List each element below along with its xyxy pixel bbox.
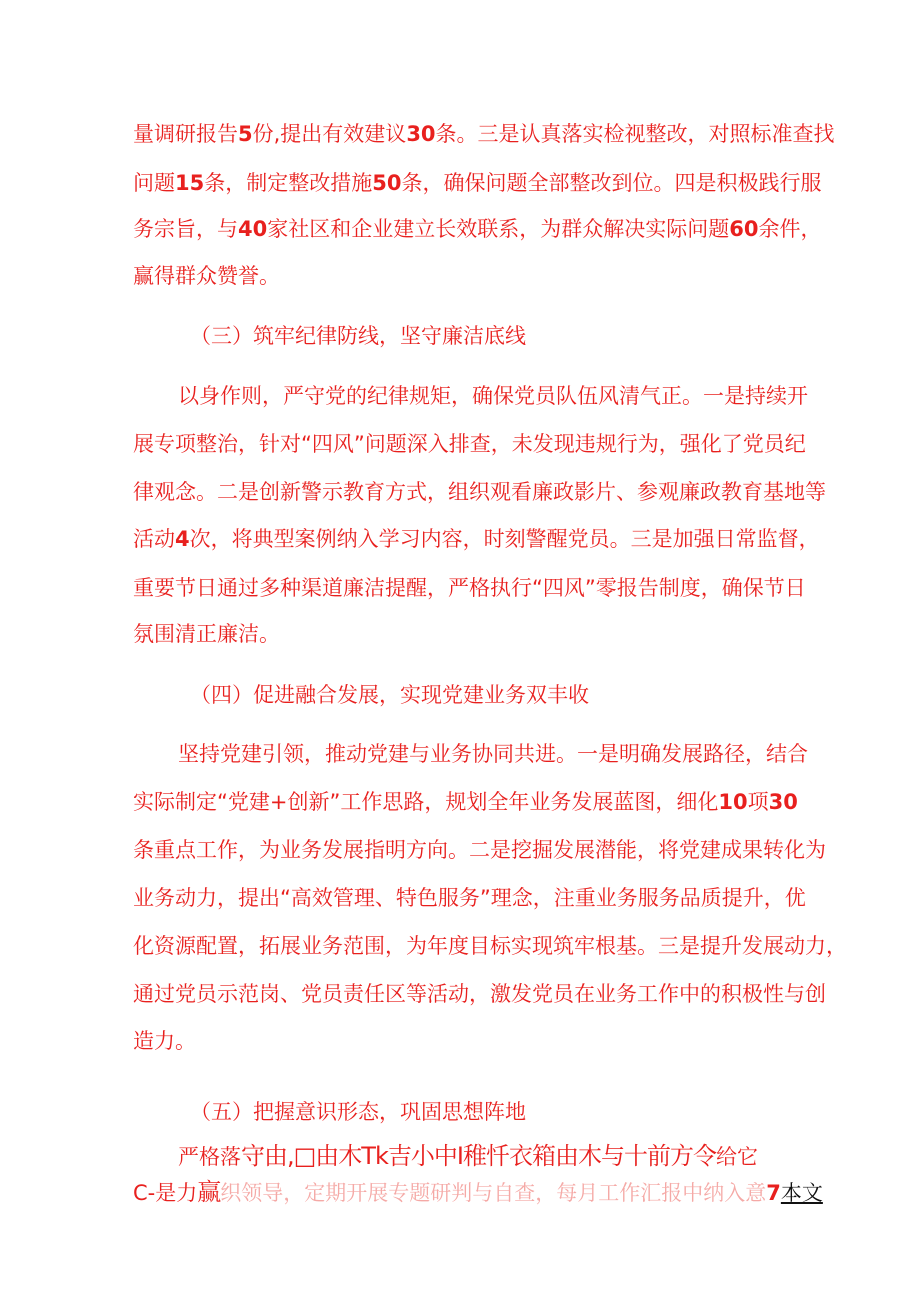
text: 项 (747, 790, 769, 814)
text: 活动 (133, 527, 175, 551)
text: 实际制定“党建+创新”工作思路，规划全年业务发展蓝图，细化 (133, 790, 719, 814)
faded-text: 织领导，定期开展专题研判与自查，每月工作汇报中纳入意 (220, 1181, 767, 1205)
number: 10 (718, 790, 748, 814)
paragraph-line: 重要节日通过多种渠道廉洁提醒，严格执行“四风”零报告制度，确保节日 (133, 576, 806, 600)
text: 给它 (715, 1145, 758, 1169)
paragraph-line (133, 120, 835, 148)
paragraph-line: 赢得群众赞誉。 (133, 264, 280, 288)
text: 份,提出有效建议 (252, 122, 407, 146)
text: 量调研报告 (133, 122, 238, 146)
text: 次，将典型案例纳入学习内容，时刻警醒党员。三是加强日常监督， (189, 527, 820, 551)
section-heading: （五）把握意识形态，巩固思想阵地 (190, 1100, 526, 1124)
paragraph-line: 氛围清正廉洁。 (133, 622, 280, 646)
paragraph-line (133, 169, 821, 197)
text: 条，制定整改措施 (204, 171, 373, 195)
text: 条，确保问题全部整改到位。四是积极践行服 (401, 171, 822, 195)
text: 务宗旨，与 (133, 217, 238, 241)
text: 家社区和企业建立长效联系，为群众解决实际问题 (267, 217, 730, 241)
number: 4 (175, 527, 190, 551)
section-heading: （四）促进融合发展，实现党建业务双丰收 (190, 683, 589, 707)
paragraph-line: 化资源配置，拓展业务范围，为年度目标实现筑牢根基。三是提升发展动力， (133, 934, 847, 958)
garbled-text: 守由,□由木Tk吉小中I稚忏衣箱由木与十前方令 (241, 1142, 716, 1170)
paragraph-line (133, 525, 820, 553)
number: 5 (238, 122, 253, 146)
paragraph-line (178, 1142, 758, 1171)
text: 问题 (133, 171, 175, 195)
paragraph-line: 展专项整治，针对“四风”问题深入排查，未发现违规行为，强化了党员纪 (133, 432, 806, 456)
underlined-text: 本文 (780, 1181, 823, 1205)
paragraph-line: 业务动力，提出“高效管理、特色服务”理念，注重业务服务品质提升，优 (133, 886, 806, 910)
text: 严格落 (178, 1145, 241, 1169)
number: 30 (768, 790, 798, 814)
text: 条。三是认真落实检视整改，对照标准查找 (435, 122, 835, 146)
number: 15 (175, 171, 205, 195)
section-heading: （三）筑牢纪律防线，坚守廉洁底线 (190, 324, 526, 348)
text: C-是力 (133, 1181, 198, 1205)
paragraph-line: 坚持党建引领，推动党建与业务协同共进。一是明确发展路径，结合 (178, 742, 808, 766)
number: 50 (372, 171, 402, 195)
paragraph-line: 造力。 (133, 1029, 196, 1053)
number: 40 (238, 217, 268, 241)
text: 余件， (758, 217, 822, 241)
paragraph-line: 律观念。二是创新警示教育方式，组织观看廉政影片、参观廉政教育基地等 (133, 480, 826, 504)
number: 30 (406, 122, 436, 146)
garbled-text: 赢 (197, 1178, 221, 1206)
paragraph-line (133, 1178, 823, 1207)
paragraph-line: 以身作则，严守党的纪律规矩，确保党员队伍风清气正。一是持续开 (178, 384, 808, 408)
paragraph-line (133, 788, 798, 816)
number: 7 (766, 1181, 781, 1205)
paragraph-line: 条重点工作，为业务发展指明方向。二是挖掘发展潜能，将党建成果转化为 (133, 838, 826, 862)
number: 60 (729, 217, 759, 241)
paragraph-line (133, 215, 821, 243)
paragraph-line: 通过党员示范岗、党员责任区等活动，激发党员在业务工作中的积极性与创 (133, 982, 826, 1006)
